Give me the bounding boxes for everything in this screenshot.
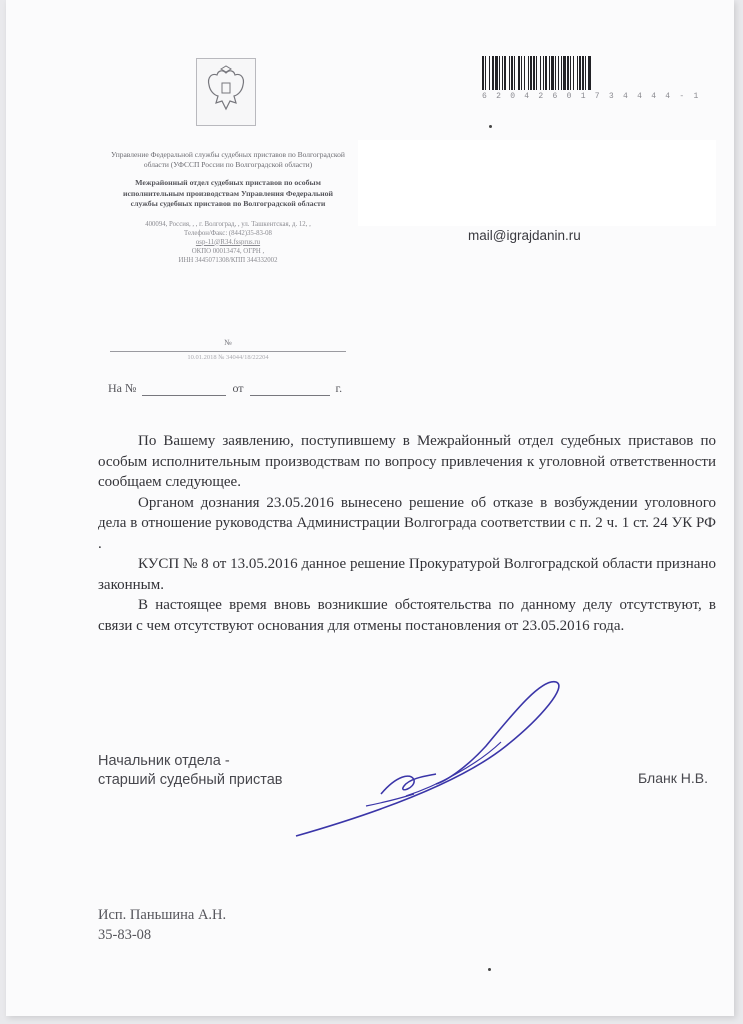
sender-header xyxy=(102,150,354,265)
ref-suffix: г. xyxy=(335,381,343,395)
letter-body xyxy=(98,431,716,636)
agency-name: Управление Федеральной службы судебных приставов по Волгоградской области (УФССП России по Волгоградской области) xyxy=(111,150,345,169)
address-line: 400094, Россия, , , г. Волгоград, , ул. Ташкентская, д. 12, , xyxy=(145,220,311,228)
registration-number-detail: 10.01.2018 № 34044/18/22204 xyxy=(187,354,269,361)
inn-line: ИНН 3445071308/КПП 344332002 xyxy=(178,256,278,264)
registration-number-line: № xyxy=(110,338,346,352)
scan-speck xyxy=(489,125,492,128)
recipient-email: mail@igrajdanin.ru xyxy=(468,228,581,243)
body-paragraph: По Вашему заявлению, поступившему в Межрайонный отдел судебных приставов по особым исполнительным производствам по вопросу привлечения к уголовной ответственности сообщаем следующее. xyxy=(98,433,716,490)
body-paragraph: В настоящее время вновь возникшие обстоятельства по данному делу отсутствуют, в связи с чем отсутствуют основания для отмены постановления от 23.05.2016 года. xyxy=(98,597,716,634)
email-line: osp-11@R34.fssprus.ru xyxy=(195,238,261,246)
barcode-number: 62042601734444-1 xyxy=(482,92,708,101)
signer-title xyxy=(98,752,282,790)
reference-line xyxy=(108,381,342,396)
signer-name: Бланк Н.В. xyxy=(638,770,708,786)
letter-page xyxy=(6,0,734,1016)
signer-title-line: старший судебный пристав xyxy=(98,772,283,788)
signer-title-line: Начальник отдела - xyxy=(98,753,230,769)
ref-date-blank xyxy=(250,383,330,396)
coat-of-arms-emblem xyxy=(196,58,256,126)
okpo-line: ОКПО 00013474, ОГРН , xyxy=(191,247,265,255)
ref-from: от xyxy=(232,381,244,395)
phone-line: Телефон/Факс: (8442)35-83-08 xyxy=(184,229,272,237)
ref-prefix: На № xyxy=(108,381,137,395)
redacted-recipient-block xyxy=(358,140,716,226)
sender-address xyxy=(102,220,354,265)
handwritten-signature xyxy=(286,676,586,851)
barcode xyxy=(482,56,716,90)
body-paragraph: Органом дознания 23.05.2016 вынесено решение об отказе в возбуждении уголовного дела в отношение руководства Администрации Волгограда соответствии с п. 2 ч. 1 ст. 24 УК РФ . xyxy=(98,494,716,552)
executor-block xyxy=(98,905,226,945)
ref-number-blank xyxy=(142,383,226,396)
barcode-bar xyxy=(591,56,592,90)
executor-phone: 35-83-08 xyxy=(98,927,152,943)
executor-name: Исп. Паньшина А.Н. xyxy=(98,907,227,923)
department-name: Межрайонный отдел судебных приставов по особым исполнительным производствам Управления Федеральной службы судебных приставов по Волгоградской области xyxy=(122,178,334,208)
scan-speck xyxy=(488,968,491,971)
body-paragraph: КУСП № 8 от 13.05.2016 данное решение Прокуратурой Волгоградской области признано законным. xyxy=(98,556,716,593)
